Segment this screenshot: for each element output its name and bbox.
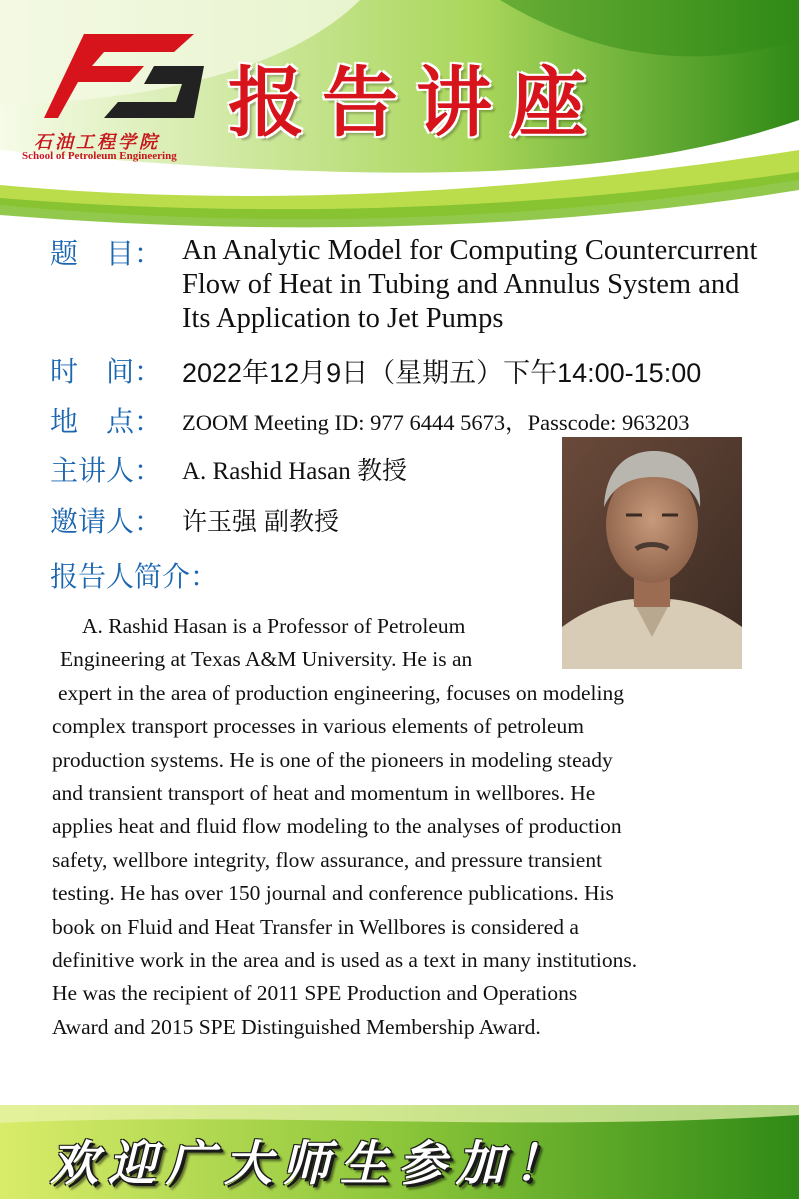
topic-line: Its Application to Jet Pumps (182, 303, 504, 334)
topic-value (182, 234, 757, 336)
footer-banner (0, 1105, 799, 1199)
topic-label: 题 目： (50, 237, 163, 270)
host-label: 邀请人： (50, 505, 163, 538)
page-title: 报告讲座 (228, 58, 604, 147)
school-name-en: School of Petroleum Engineering (22, 150, 177, 162)
bio-line: applies heat and fluid flow modeling to the analyses of production (52, 814, 622, 839)
bio-line: production systems. He is one of the pioneers in modeling steady (52, 747, 613, 772)
bio-line: expert in the area of production engineering, focuses on modeling (58, 680, 624, 705)
bio-line: complex transport processes in various elements of petroleum (52, 714, 584, 739)
bio-line: definitive work in the area and is used as a text in many institutions. (52, 947, 638, 972)
time-label: 时 间： (50, 355, 163, 388)
bio-line: and transient transport of heat and momentum in wellbores. He (52, 780, 596, 805)
time-value: 2022年12月9日（星期五）下午14:00-15:00 (182, 358, 702, 388)
bio-heading: 报告人简介： (50, 560, 219, 593)
place-value: ZOOM Meeting ID: 977 6444 5673，Passcode: 963203 (182, 410, 690, 435)
topic-line: An Analytic Model for Computing Countercurrent (182, 235, 758, 266)
petroleum-logo-icon (44, 26, 214, 126)
place-label: 地 点： (50, 405, 163, 438)
speaker-value: A. Rashid Hasan 教授 (182, 458, 407, 485)
header-banner (0, 0, 799, 230)
bio-line: Award and 2015 SPE Distinguished Membership Award. (52, 1014, 541, 1039)
host-value: 许玉强 副教授 (182, 508, 339, 536)
bio-line: He was the recipient of 2011 SPE Production and Operations (52, 981, 578, 1006)
bio-line: book on Fluid and Heat Transfer in Wellbores is considered a (52, 914, 579, 939)
speaker-biography (52, 610, 744, 1044)
bio-line: A. Rashid Hasan is a Professor of Petroleum (82, 614, 466, 638)
footer-welcome-text: 欢迎广大师生参加！ (50, 1136, 573, 1192)
bio-line: safety, wellbore integrity, flow assurance, and pressure transient (52, 847, 603, 872)
school-name-cn: 石油工程学院 (34, 132, 160, 153)
topic-line: Flow of Heat in Tubing and Annulus System and (182, 269, 740, 300)
bio-line: Engineering at Texas A&M University. He is an (60, 647, 473, 672)
bio-line: testing. He has over 150 journal and conference publications. His (52, 881, 614, 906)
speaker-label: 主讲人： (50, 454, 163, 487)
